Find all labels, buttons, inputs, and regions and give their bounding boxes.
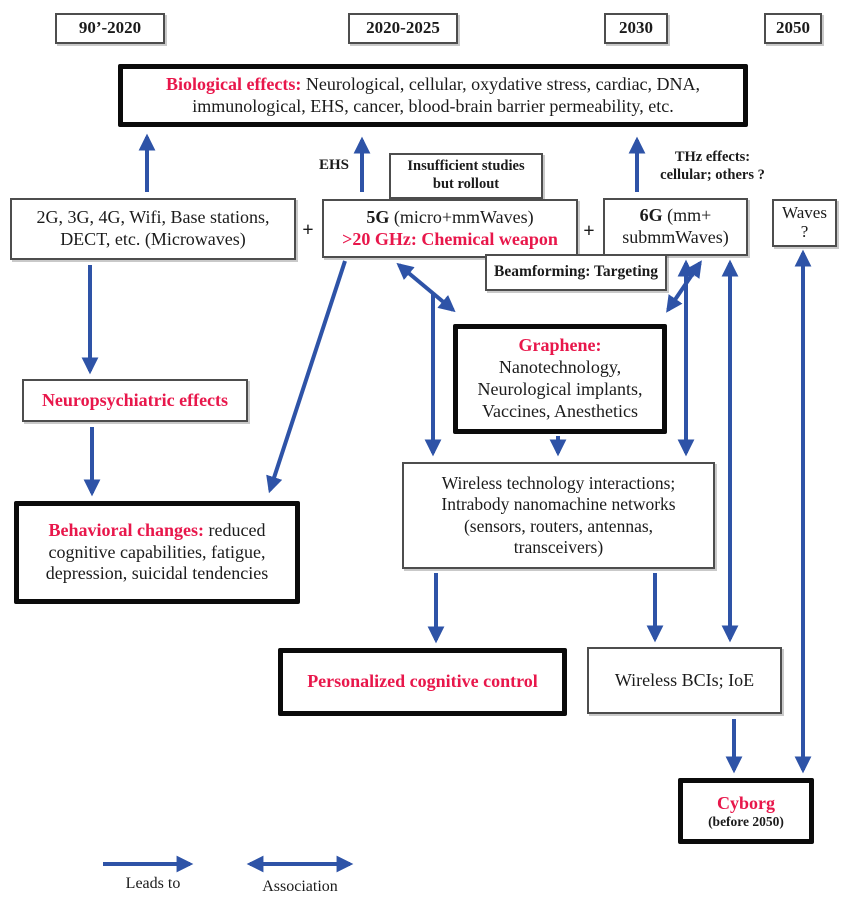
- timeline-90-2020-label: 90’-2020: [78, 18, 142, 38]
- six-g-line1-rest: (mm+: [662, 205, 712, 226]
- six-g-title: 6G: [639, 205, 663, 226]
- wireless-tech-line1: Wireless technology interactions;: [441, 472, 676, 493]
- behavioral-lead: Behavioral changes:: [48, 519, 205, 540]
- waves-line1: Waves: [782, 203, 827, 223]
- five-g-line1: [366, 207, 533, 229]
- graphene-box: [453, 324, 667, 434]
- legacy-tech-box: [10, 198, 296, 260]
- timeline-2030: [604, 13, 668, 44]
- timeline-2030-label: 2030: [619, 18, 653, 38]
- behavioral-line3: depression, suicidal tendencies: [45, 563, 269, 584]
- cyborg-subtitle: (before 2050): [708, 813, 784, 829]
- waves-box: [772, 199, 837, 247]
- neuropsychiatric-box: [22, 379, 248, 422]
- bci-label: Wireless BCIs; IoE: [614, 669, 755, 690]
- thz-effects-line2: cellular; others ?: [660, 167, 765, 184]
- neuropsychiatric-label: Neuropsychiatric effects: [41, 389, 229, 410]
- beamforming-box: [485, 254, 667, 291]
- timeline-2050-label: 2050: [776, 18, 810, 38]
- biological-effects-line1-rest: Neurological, cellular, oxydative stress, cardiac, DNA,: [301, 73, 701, 94]
- thz-effects-label: [650, 148, 775, 184]
- personalized-control-box: [278, 648, 567, 716]
- insufficient-studies-line1: Insufficient studies: [407, 158, 525, 175]
- legend-leads-to-label: Leads to: [125, 875, 181, 892]
- timeline-2020-2025-label: 2020-2025: [366, 18, 440, 38]
- graphene-lead: Graphene:: [518, 335, 602, 356]
- beamforming-label: Beamforming: Targeting: [493, 263, 659, 281]
- ehs-label: EHS: [318, 157, 349, 173]
- behavioral-line1-rest: reduced: [204, 519, 266, 540]
- legacy-tech-line1: 2G, 3G, 4G, Wifi, Base stations,: [36, 207, 270, 228]
- cyborg-title: Cyborg: [717, 792, 775, 813]
- arrow-5g-to-behavioral: [270, 261, 345, 490]
- timeline-2050: [764, 13, 822, 44]
- biological-effects-line1: [166, 74, 700, 96]
- thz-effects-line1: THz effects:: [674, 149, 751, 165]
- personalized-control-label: Personalized cognitive control: [307, 671, 538, 692]
- five-g-box: [322, 199, 578, 258]
- wireless-tech-box: [402, 462, 715, 569]
- six-g-box: [603, 198, 748, 256]
- six-g-line2: submmWaves): [622, 227, 729, 247]
- five-g-line2: >20 GHz: Chemical weapon: [342, 228, 558, 249]
- wireless-tech-line4: transceivers): [513, 536, 604, 557]
- behavioral-changes-box: [14, 501, 300, 604]
- bci-box: [587, 647, 782, 714]
- behavioral-line1: [49, 520, 266, 542]
- six-g-line1: [640, 205, 712, 227]
- legend-association-label: Association: [262, 878, 338, 895]
- insufficient-studies-line2: but rollout: [432, 176, 500, 192]
- arrow-6g-graphene-association: [668, 263, 700, 310]
- biological-effects-line2: immunological, EHS, cancer, blood-brain barrier permeability, etc.: [192, 95, 674, 116]
- biological-effects-box: [118, 64, 748, 127]
- five-g-title: 5G: [366, 206, 390, 227]
- timeline-2020-2025: [348, 13, 458, 44]
- legacy-tech-line2: DECT, etc. (Microwaves): [60, 229, 246, 249]
- graphene-line1: Nanotechnology,: [498, 357, 622, 378]
- insufficient-studies-box: [389, 153, 543, 199]
- plus-sign-2: +: [583, 220, 595, 242]
- graphene-line3: Vaccines, Anesthetics: [482, 400, 638, 421]
- plus-sign-1: +: [302, 219, 314, 241]
- graphene-line2: Neurological implants,: [477, 379, 643, 399]
- behavioral-line2: cognitive capabilities, fatigue,: [48, 541, 266, 562]
- waves-line2: ?: [800, 222, 809, 241]
- biological-effects-lead: Biological effects:: [165, 73, 302, 94]
- five-g-line1-rest: (micro+mmWaves): [389, 206, 534, 227]
- wireless-tech-line3: (sensors, routers, antennas,: [463, 515, 654, 536]
- cyborg-box: [678, 778, 814, 844]
- timeline-90-2020: [55, 13, 165, 44]
- wireless-tech-line2: Intrabody nanomachine networks: [441, 494, 676, 515]
- arrow-5g-graphene-association: [399, 265, 453, 310]
